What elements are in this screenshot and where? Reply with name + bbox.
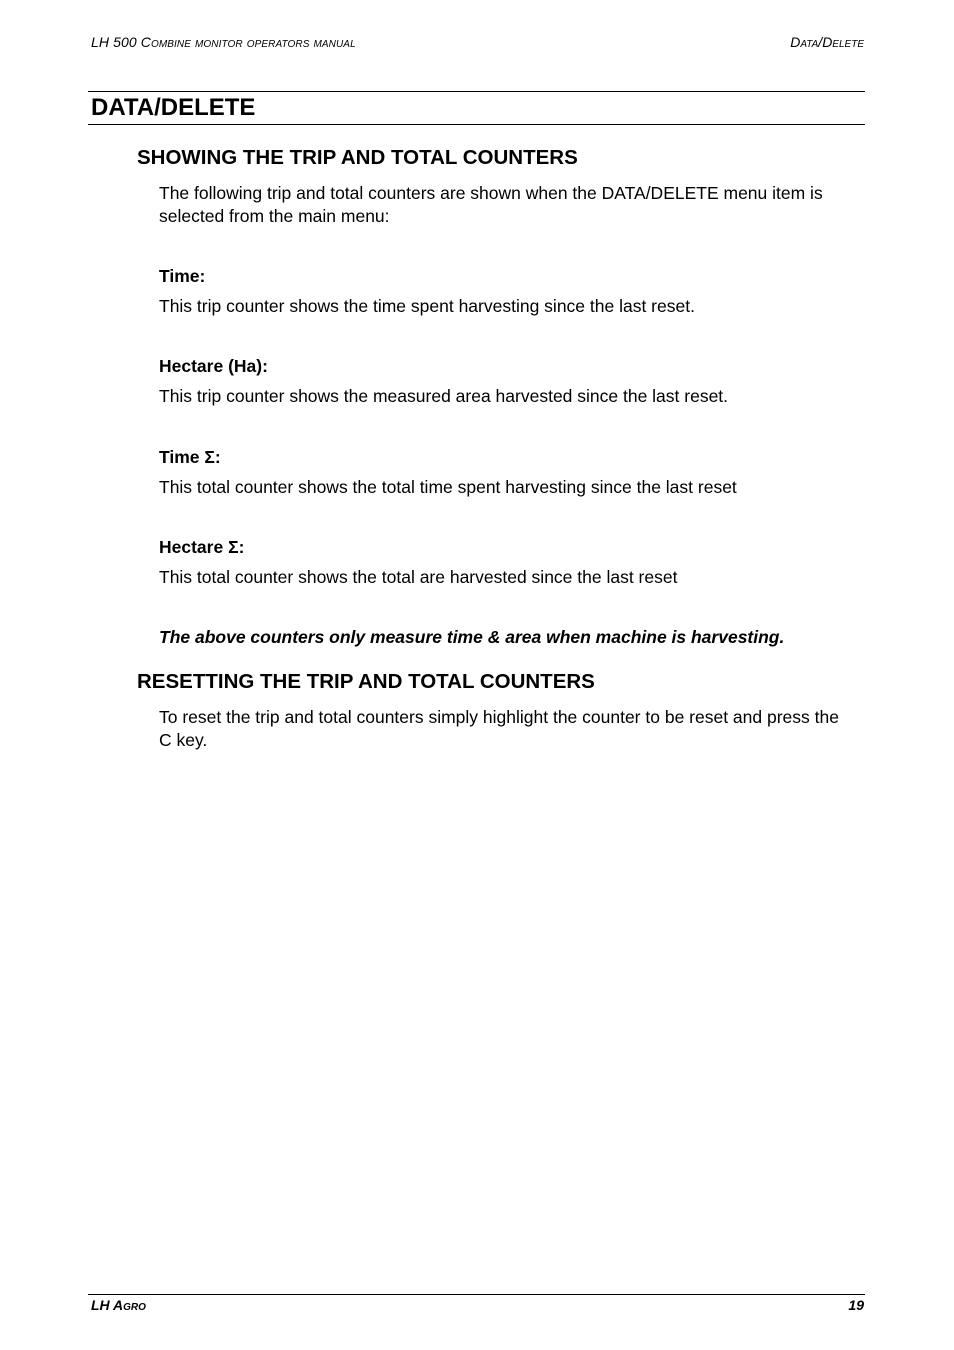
counter-description-hectare: This trip counter shows the measured area harvested since the last reset.	[159, 386, 729, 406]
counter-term-hectare: Hectare (Ha):	[159, 356, 268, 376]
harvesting-note: The above counters only measure time & area when machine is harvesting.	[159, 627, 785, 647]
counter-term-time-total: Time Σ:	[159, 447, 221, 467]
counter-term-time: Time:	[159, 266, 206, 286]
page-number: 19	[848, 1297, 864, 1313]
counter-description-time-total: This total counter shows the total time spent harvesting since the last reset	[159, 477, 737, 497]
footer-company: LH Agro	[91, 1297, 146, 1313]
title-top-rule	[88, 91, 865, 92]
page-title: DATA/DELETE	[91, 94, 256, 121]
counter-term-hectare-total: Hectare Σ:	[159, 537, 245, 557]
section-intro-resetting-counters: To reset the trip and total counters simply highlight the counter to be reset and press the C key.	[159, 707, 839, 750]
title-bottom-rule	[88, 124, 865, 125]
section-intro-showing-counters: The following trip and total counters are shown when the DATA/DELETE menu item is selected from the main menu:	[159, 183, 823, 226]
footer-rule	[88, 1294, 865, 1295]
counter-description-hectare-total: This total counter shows the total are harvested since the last reset	[159, 567, 678, 587]
counter-description-time: This trip counter shows the time spent harvesting since the last reset.	[159, 296, 695, 316]
running-header-right: Data/Delete	[790, 34, 864, 50]
section-heading-resetting-counters: RESETTING THE TRIP AND TOTAL COUNTERS	[137, 670, 595, 693]
section-heading-showing-counters: SHOWING THE TRIP AND TOTAL COUNTERS	[137, 146, 578, 169]
running-header-left: LH 500 Combine monitor operators manual	[91, 34, 356, 50]
